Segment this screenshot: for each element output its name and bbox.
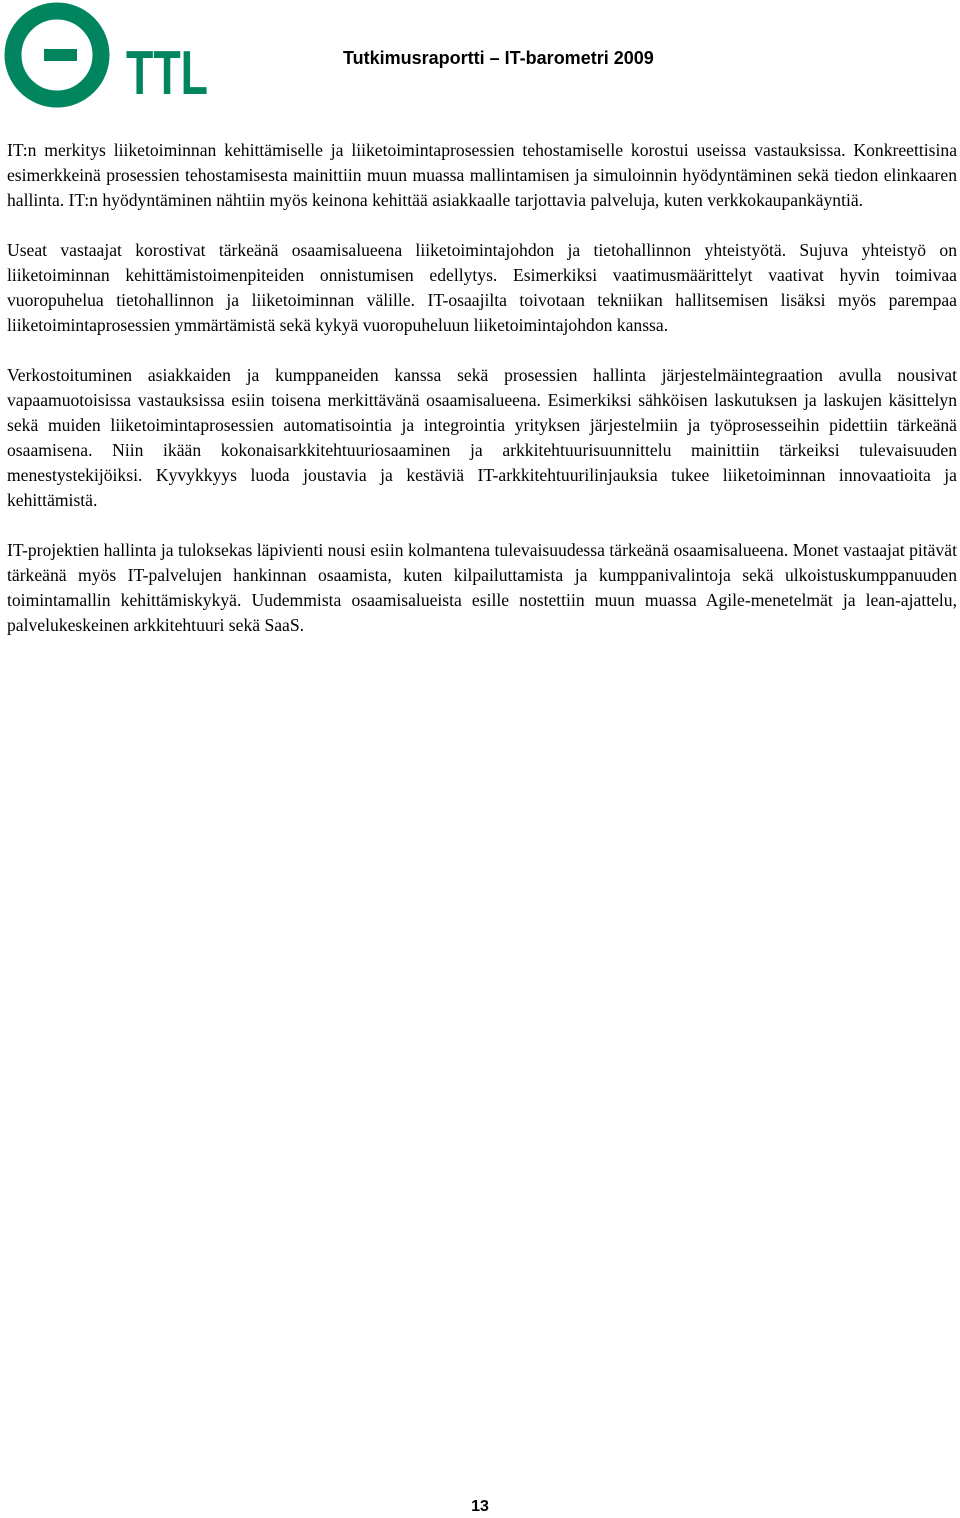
paragraph: Verkostoituminen asiakkaiden ja kumppaneiden kanssa sekä prosessien hallinta järjestelmäintegraation avulla nousivat vapaamuotoisissa vastauksissa esiin toisena merkittävänä osaamisalueena. Esimerkiksi sähköisen laskutuksen ja laskujen käsittelyn sekä muiden liiketoimintaprosessien automatisointia ja integrointia yrityksen järjestelmiin ja työprosesseihin pidettiin tärkeänä osaamisena. Niin ikään kokonaisarkkitehtuuriosaaminen ja arkkitehtuurisuunnittelu mainittiin tärkeiksi tulevaisuuden menestystekijöiksi. Kyvykkyys luoda joustavia ja kestäviä IT-arkkitehtuurilinjauksia tukee liiketoiminnan innovaatioita ja kehittämistä. bbox=[7, 365, 957, 510]
paragraph: IT-projektien hallinta ja tuloksekas läpivienti nousi esiin kolmantena tulevaisuudessa tärkeänä osaamisalueena. Monet vastaajat pitävät tärkeänä myös IT-palvelujen hankinnan osaamista, kuten kilpailuttamista ja kumppanivalintoja sekä ulkoistuskumppanuuden toimintamallin kehittämiskykyä. Uudemmista osaamisalueista esille nostettiin muun muassa Agile-menetelmät ja lean-ajattelu, palvelukeskeinen arkkitehtuuri sekä SaaS. bbox=[7, 540, 957, 635]
paragraph: IT:n merkitys liiketoiminnan kehittämiselle ja liiketoimintaprosessien tehostamiselle korostui useissa vastauksissa. Konkreettisina esimerkkeinä prosessien tehostamisesta mainittiin muun muassa mallintamisen ja simuloinnin hyödyntäminen sekä tiedon elinkaaren hallinta. IT:n hyödyntäminen nähtiin myös keinona kehittää asiakkaalle tarjottavia palveluja, kuten verkkokaupankäyntiä. bbox=[7, 140, 957, 210]
ttl-logo-wordmark bbox=[126, 46, 236, 98]
page-number: 13 bbox=[471, 1498, 489, 1515]
ttl-logo-icon bbox=[4, 2, 110, 108]
document-body bbox=[7, 138, 957, 663]
paragraph: Useat vastaajat korostivat tärkeänä osaamisalueena liiketoimintajohdon ja tietohallinnon yhteistyötä. Sujuva yhteistyö on liiketoiminnan kehittämistoimenpiteiden onnistumisen edellytys. Esimerkiksi vaatimusmäärittelyt vaativat hyvin toimivaa vuoropuhelua tietohallinnon ja liiketoiminnan välille. IT-osaajilta toivotaan tekniikan hallitsemisen lisäksi myös parempaa liiketoimintaprosessien ymmärtämistä sekä kykyä vuoropuheluun liiketoimintajohdon kanssa. bbox=[7, 240, 957, 335]
logo-text: TTL bbox=[126, 46, 208, 98]
report-title: Tutkimusraportti – IT-barometri 2009 bbox=[343, 48, 654, 68]
